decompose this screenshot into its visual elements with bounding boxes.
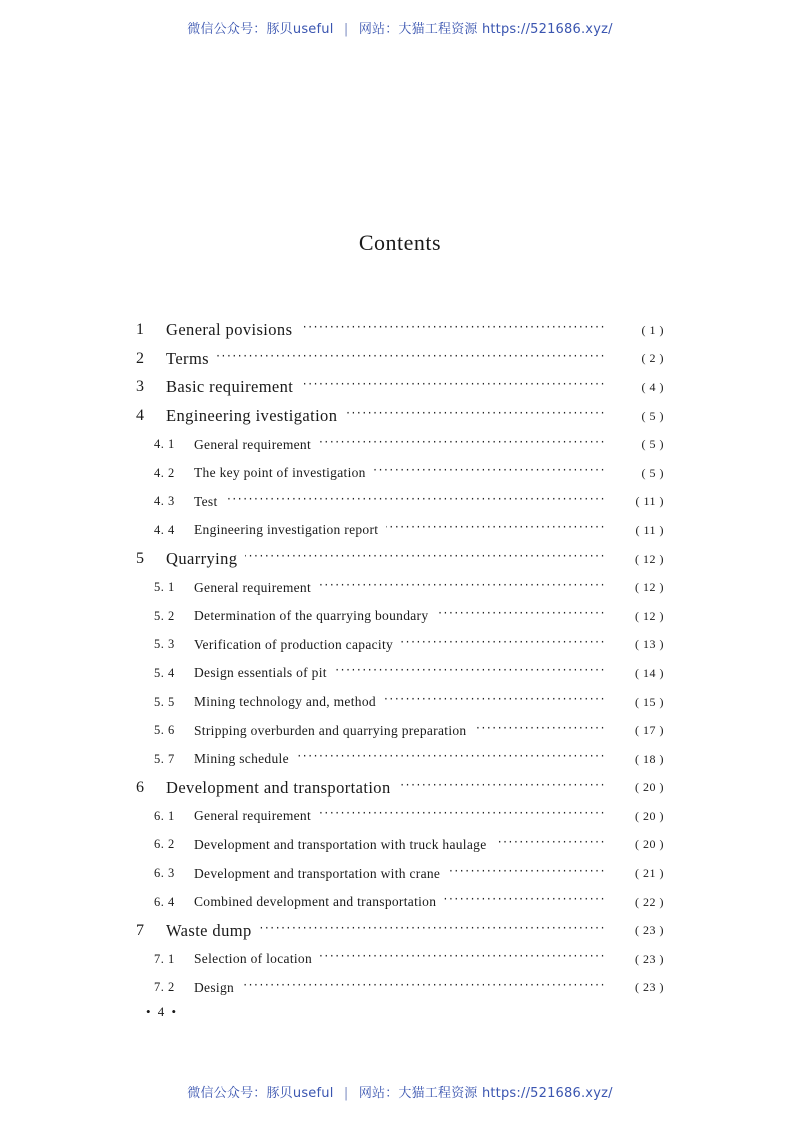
toc-section-entry[interactable]	[134, 745, 664, 774]
toc-entry-page: ( 23 )	[635, 923, 664, 938]
toc-entry-number: 5. 2	[154, 608, 175, 623]
toc-entry-number: 1	[136, 321, 144, 339]
toc-chapter-entry[interactable]	[134, 774, 664, 803]
dot-leader	[319, 810, 606, 822]
wechat-account-text: 微信公众号：豚贝useful	[187, 22, 334, 37]
toc-section-entry[interactable]	[134, 945, 664, 974]
toc-entry-page: ( 22 )	[635, 894, 664, 909]
toc-entry-number: 5. 1	[154, 580, 175, 595]
toc-entry-number: 5. 6	[154, 723, 175, 738]
toc-entry-page: ( 5 )	[641, 465, 664, 480]
dot-leader	[297, 753, 606, 765]
toc-entry-number: 7	[136, 921, 144, 939]
toc-section-entry[interactable]	[134, 430, 664, 459]
dot-leader	[260, 925, 606, 937]
dot-leader	[245, 553, 606, 565]
toc-entry-title: Mining technology and, method	[194, 694, 376, 710]
toc-chapter-entry[interactable]	[134, 402, 664, 431]
toc-entry-title: General requirement	[194, 808, 312, 824]
toc-entry-number: 6. 1	[154, 808, 175, 823]
toc-entry-page: ( 5 )	[641, 408, 664, 423]
toc-entry-number: 4. 2	[154, 465, 175, 480]
toc-entry-number: 4. 4	[154, 522, 175, 537]
toc-entry-page: ( 23 )	[635, 980, 664, 995]
toc-entry-number: 5. 4	[154, 665, 175, 680]
website-link[interactable]: 网站：大猫工程资源 https://521686.xyz/	[358, 1086, 613, 1101]
dot-leader	[301, 381, 606, 393]
dot-leader	[319, 439, 606, 451]
toc-section-entry[interactable]	[134, 459, 664, 488]
toc-entry-title: Stripping overburden and quarrying preparation	[194, 722, 467, 738]
dot-leader	[495, 839, 607, 851]
dot-leader	[436, 610, 606, 622]
toc-section-entry[interactable]	[134, 859, 664, 888]
toc-entry-title: Combined development and transportation	[194, 894, 437, 910]
toc-section-entry[interactable]	[134, 716, 664, 745]
dot-leader	[386, 524, 606, 536]
toc-entry-number: 5. 7	[154, 751, 175, 766]
dot-leader	[320, 953, 606, 965]
toc-entry-number: 5. 3	[154, 637, 175, 652]
toc-section-entry[interactable]	[134, 659, 664, 688]
toc-entry-page: ( 5 )	[641, 437, 664, 452]
toc-section-entry[interactable]	[134, 573, 664, 602]
toc-entry-number: 6. 3	[154, 866, 175, 881]
toc-section-entry[interactable]	[134, 631, 664, 660]
website-link[interactable]: 网站：大猫工程资源 https://521686.xyz/	[358, 22, 613, 37]
toc-entry-number: 7. 1	[154, 951, 175, 966]
toc-entry-page: ( 18 )	[635, 751, 664, 766]
toc-section-entry[interactable]	[134, 516, 664, 545]
header-watermark	[0, 18, 800, 37]
toc-entry-page: ( 11 )	[635, 494, 664, 509]
page-title: Contents	[358, 230, 442, 255]
toc-section-entry[interactable]	[134, 802, 664, 831]
toc-entry-title: Development and transportation with crane	[194, 865, 441, 881]
toc-entry-page: ( 2 )	[641, 351, 664, 366]
dot-leader	[335, 667, 606, 679]
toc-entry-title: General povisions	[166, 320, 293, 340]
dot-leader	[384, 696, 606, 708]
toc-chapter-entry[interactable]	[134, 345, 664, 374]
toc-section-entry[interactable]	[134, 974, 664, 1003]
toc-entry-title: Design	[194, 979, 235, 995]
toc-entry-number: 4	[136, 407, 144, 425]
toc-entry-title: The key point of investigation	[194, 465, 366, 481]
banner-separator: |	[343, 1086, 349, 1101]
toc-entry-title: Test	[194, 493, 218, 509]
toc-entry-title: Quarrying	[166, 549, 238, 569]
toc-section-entry[interactable]	[134, 602, 664, 631]
dot-leader	[474, 725, 606, 737]
toc-entry-title: Engineering investigation report	[194, 522, 379, 538]
toc-chapter-entry[interactable]	[134, 545, 664, 574]
toc-entry-number: 5. 5	[154, 694, 175, 709]
dot-leader	[300, 324, 606, 336]
toc-entry-page: ( 15 )	[635, 694, 664, 709]
toc-entry-title: Waste dump	[166, 920, 252, 940]
toc-entry-page: ( 14 )	[635, 665, 664, 680]
dot-leader	[345, 410, 606, 422]
toc-entry-title: Verification of production capacity	[194, 636, 394, 652]
toc-entry-page: ( 21 )	[635, 866, 664, 881]
toc-entry-title: Mining schedule	[194, 751, 289, 767]
table-of-contents	[134, 316, 664, 1002]
toc-entry-number: 4. 1	[154, 437, 175, 452]
toc-entry-page: ( 20 )	[635, 780, 664, 795]
dot-leader	[399, 782, 606, 794]
toc-entry-page: ( 12 )	[635, 608, 664, 623]
dot-leader	[242, 982, 606, 994]
toc-entry-page: ( 20 )	[635, 808, 664, 823]
toc-entry-number: 6	[136, 778, 144, 796]
banner-separator: |	[343, 22, 349, 37]
toc-entry-page: ( 12 )	[635, 551, 664, 566]
toc-entry-page: ( 11 )	[635, 522, 664, 537]
toc-entry-title: Engineering ivestigation	[166, 406, 338, 426]
toc-entry-title: Terms	[166, 348, 210, 368]
toc-entry-title: General requirement	[194, 436, 312, 452]
toc-section-entry[interactable]	[134, 831, 664, 860]
toc-entry-number: 7. 2	[154, 980, 175, 995]
toc-entry-title: Design essentials of pit	[194, 665, 327, 681]
toc-entry-number: 6. 4	[154, 894, 175, 909]
toc-entry-page: ( 12 )	[635, 580, 664, 595]
toc-entry-title: Basic requirement	[166, 377, 294, 397]
toc-entry-page: ( 20 )	[635, 837, 664, 852]
toc-entry-number: 5	[136, 550, 144, 568]
dot-leader	[444, 896, 606, 908]
toc-entry-title: Development and transportation	[166, 777, 391, 797]
toc-entry-page: ( 1 )	[641, 322, 664, 337]
dot-leader	[217, 353, 606, 365]
toc-section-entry[interactable]	[134, 688, 664, 717]
toc-entry-number: 3	[136, 378, 144, 396]
dot-leader	[226, 496, 607, 508]
toc-chapter-entry[interactable]	[134, 916, 664, 945]
toc-entry-title: Development and transportation with truck haulage	[194, 836, 487, 852]
footer-watermark	[0, 1082, 800, 1101]
dot-leader	[319, 582, 606, 594]
toc-entry-title: General requirement	[194, 579, 312, 595]
toc-section-entry[interactable]	[134, 888, 664, 917]
page-number: • 4 •	[146, 1004, 179, 1019]
toc-chapter-entry[interactable]	[134, 316, 664, 345]
toc-entry-number: 4. 3	[154, 494, 175, 509]
dot-leader	[448, 868, 606, 880]
toc-entry-page: ( 23 )	[635, 951, 664, 966]
toc-entry-title: Determination of the quarrying boundary	[194, 608, 429, 624]
toc-entry-page: ( 13 )	[635, 637, 664, 652]
toc-entry-page: ( 4 )	[641, 379, 664, 394]
toc-entry-number: 6. 2	[154, 837, 175, 852]
toc-entry-page: ( 17 )	[635, 723, 664, 738]
toc-section-entry[interactable]	[134, 488, 664, 517]
dot-leader	[401, 639, 606, 651]
toc-entry-title: Selection of location	[194, 951, 313, 967]
toc-chapter-entry[interactable]	[134, 373, 664, 402]
wechat-account-text: 微信公众号：豚贝useful	[187, 1086, 334, 1101]
toc-entry-number: 2	[136, 349, 144, 367]
dot-leader	[374, 467, 606, 479]
